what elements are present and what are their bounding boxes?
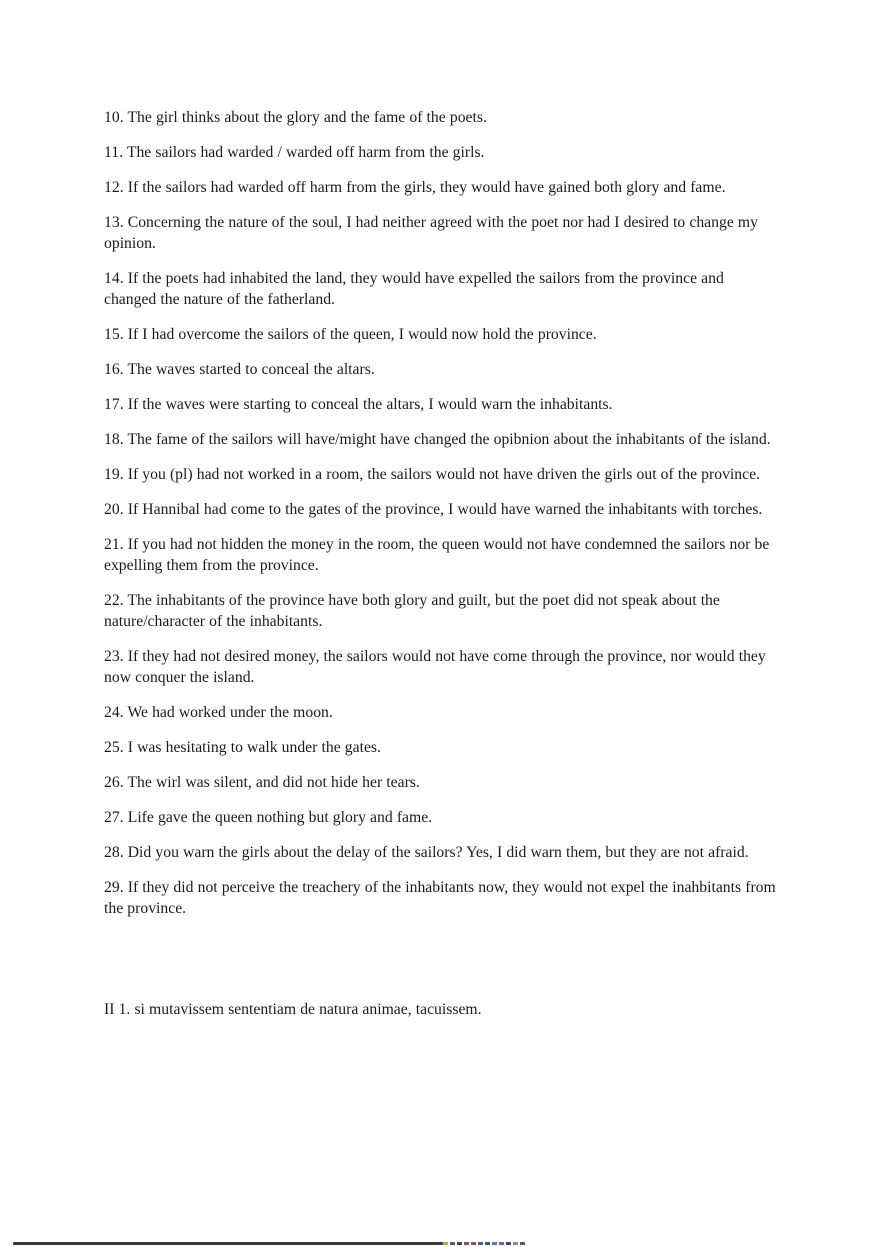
sentence-item: 23. If they had not desired money, the sailors would not have come through the province, nor would they now conquer the island. xyxy=(104,648,766,686)
page-edge-line xyxy=(13,1242,443,1245)
sentence-item: 16. The waves started to conceal the altars. xyxy=(104,361,375,378)
sentence-item: 27. Life gave the queen nothing but glory and fame. xyxy=(104,809,433,826)
sentence-item: 21. If you had not hidden the money in the room, the queen would not have condemned the sailors nor be expelling them from the province. xyxy=(104,536,770,574)
page-edge-specks xyxy=(443,1242,525,1245)
sentence-item: 29. If they did not perceive the treachery of the inhabitants now, they would not expel the inahbitants from the province. xyxy=(104,879,776,917)
sentence-item: 11. The sailors had warded / warded off harm from the girls. xyxy=(104,144,485,161)
sentence-item: 22. The inhabitants of the province have both glory and guilt, but the poet did not speak about the nature/character of the inhabitants. xyxy=(104,592,720,630)
sentence-item: 14. If the poets had inhabited the land, they would have expelled the sailors from the province and changed the nature of the fatherland. xyxy=(104,270,724,308)
sentence-item: 20. If Hannibal had come to the gates of the province, I would have warned the inhabitants with torches. xyxy=(104,501,763,518)
sentence-item: 19. If you (pl) had not worked in a room, the sailors would not have driven the girls out of the province. xyxy=(104,466,760,483)
sentence-item: 13. Concerning the nature of the soul, I had neither agreed with the poet nor had I desired to change my opinion. xyxy=(104,214,758,252)
sentence-item: 12. If the sailors had warded off harm from the girls, they would have gained both glory and fame. xyxy=(104,179,726,196)
page-edge-bar xyxy=(13,1242,529,1245)
sentence-item: 24. We had worked under the moon. xyxy=(104,704,333,721)
sentence-item: 15. If I had overcome the sailors of the queen, I would now hold the province. xyxy=(104,326,597,343)
section-ii-line: II 1. si mutavissem sententiam de natura animae, tacuissem. xyxy=(104,1001,482,1018)
sentence-item: 10. The girl thinks about the glory and the fame of the poets. xyxy=(104,109,487,126)
sentence-item: 28. Did you warn the girls about the delay of the sailors? Yes, I did warn them, but they are not afraid. xyxy=(104,844,749,861)
sentence-item: 26. The wirl was silent, and did not hide her tears. xyxy=(104,774,420,791)
document-text-block xyxy=(104,107,776,1034)
sentence-item: 25. I was hesitating to walk under the gates. xyxy=(104,739,381,756)
sentence-item: 18. The fame of the sailors will have/might have changed the opibnion about the inhabitants of the island. xyxy=(104,431,771,448)
sentence-item: 17. If the waves were starting to conceal the altars, I would warn the inhabitants. xyxy=(104,396,613,413)
